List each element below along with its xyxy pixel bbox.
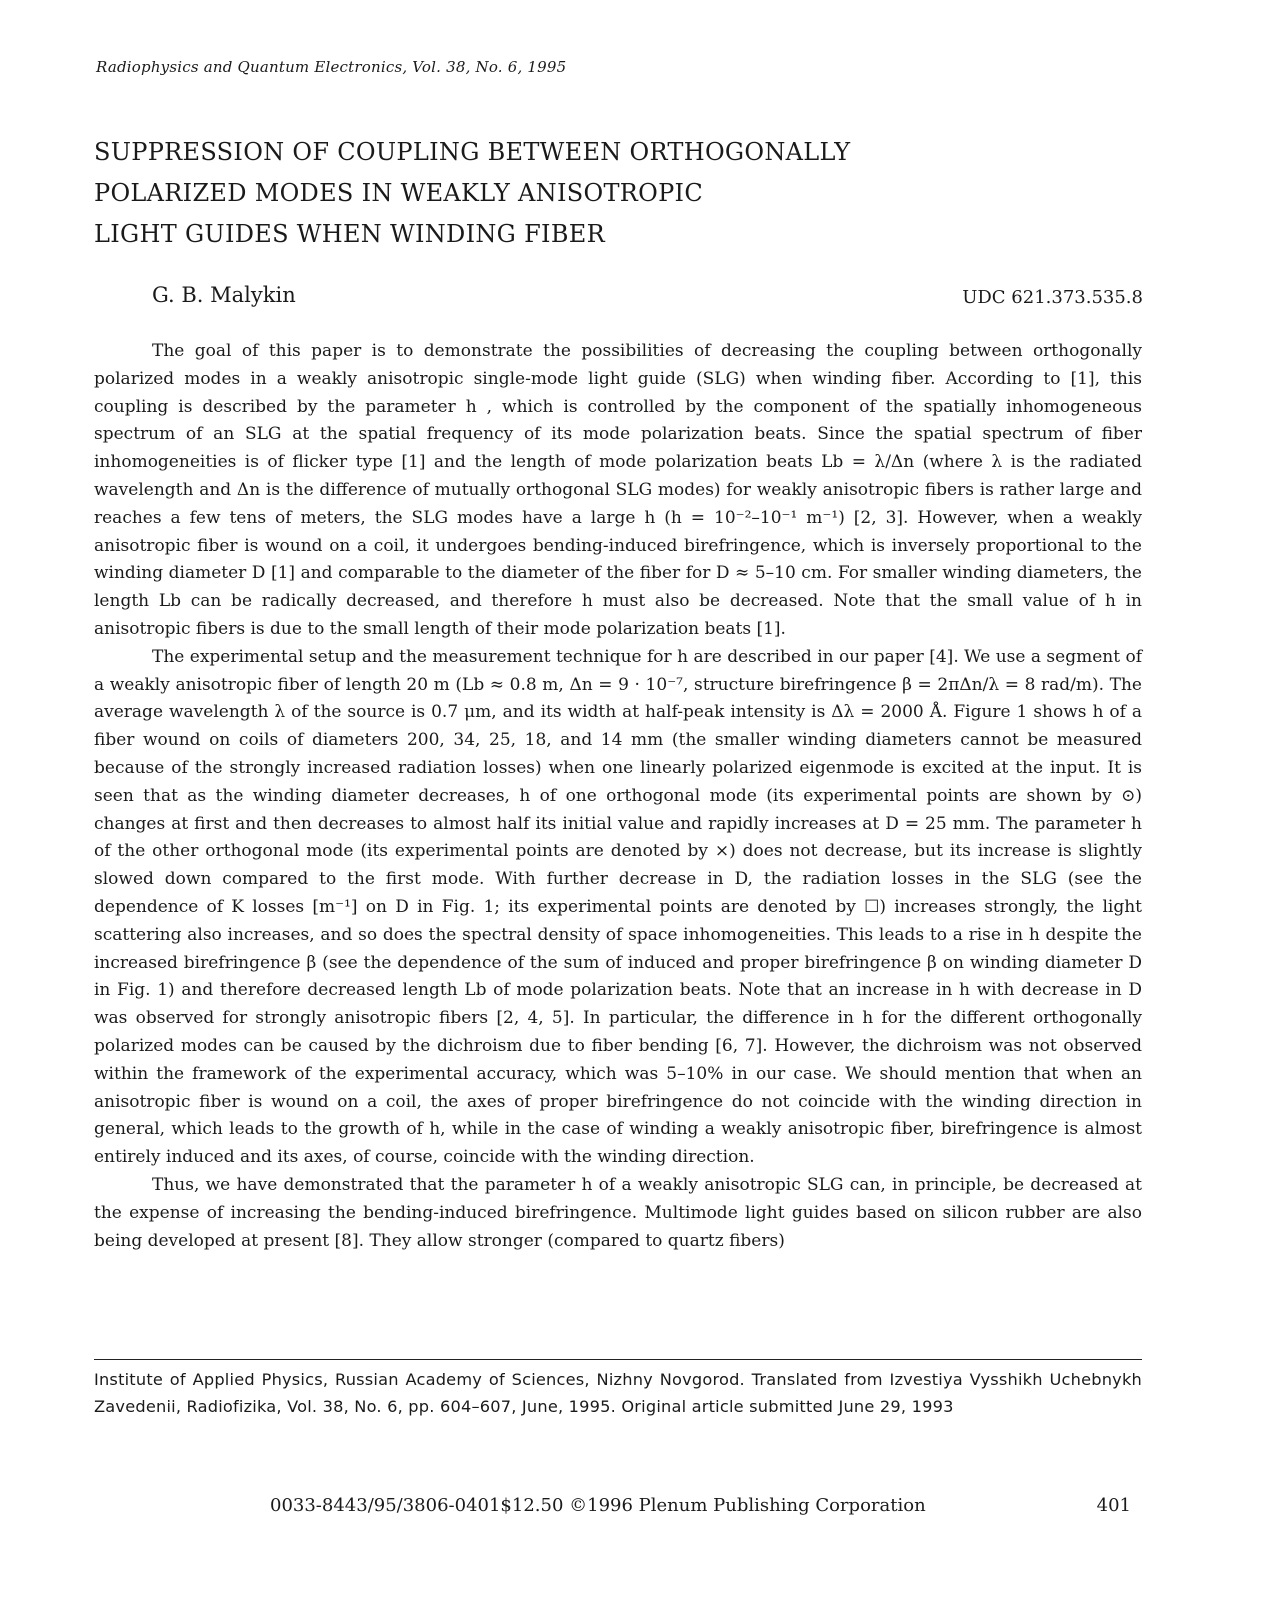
- body-paragraph: Thus, we have demonstrated that the parameter h of a weakly anisotropic SLG can, in principle, be decreased at the expense of increasing the bending-induced birefringence. Multimode light guides based on silicon rubber are also being developed at present [8]. They allow stronger (compared to quartz fibers): [94, 1174, 1142, 1251]
- body-paragraph: The experimental setup and the measurement technique for h are described in our paper [4]. We use a segment of a weakly anisotropic fiber of length 20 m (Lb ≈ 0.8 m, Δn = 9 · 10⁻⁷, structure birefringence β = 2πΔn/λ = 8 rad/m). The average wavelength λ of the source is 0.7 μm, and its width at half-peak intensity is Δλ = 2000 Å. Figure 1 shows h of a fiber wound on coils of diameters 200, 34, 25, 18, and 14 mm (the smaller winding diameters cannot be measured because of the strongly increased radiation losses) when one linearly polarized eigenmode is excited at the input. It is seen that as the winding diameter decreases, h of one orthogonal mode (its experimental points are shown by ⊙) changes at first and then decreases to almost half its initial value and rapidly increases at D = 25 mm. The parameter h of the other orthogonal mode (its experimental points are denoted by ×) does not decrease, but its increase is slightly slowed down compared to the first mode. With further decrease in D, the radiation losses in the SLG (see the dependence of K losses [m⁻¹] on D in Fig. 1; its experimental points are denoted by ☐) increases strongly, the light scattering also increases, and so does the spectral density of space inhomogeneities. This leads to a rise in h despite the increased birefringence β (see the dependence of the sum of induced and proper birefringence β on winding diameter D in Fig. 1) and therefore decreased length Lb of mode polarization beats. Note that an increase in h with decrease in D was observed for strongly anisotropic fibers [2, 4, 5]. In particular, the difference in h for the different orthogonally polarized modes can be caused by the dichroism due to fiber bending [6, 7]. However, the dichroism was not observed within the framework of the experimental accuracy, which was 5–10% in our case. We should mention that when an anisotropic fiber is wound on a coil, the axes of proper birefringence do not coincide with the winding direction in general, which leads to the growth of h, while in the case of winding a weakly anisotropic fiber, birefringence is almost entirely induced and its axes, of course, coincide with the winding direction.: [94, 646, 1142, 1168]
- udc-code: UDC 621.373.535.8: [962, 287, 1143, 308]
- body-paragraph: The goal of this paper is to demonstrate the possibilities of decreasing the coupling between orthogonally polarized modes in a weakly anisotropic single-mode light guide (SLG) when winding fiber. According to [1], this coupling is described by the parameter h , which is controlled by the component of the spatially inhomogeneous spectrum of an SLG at the spatial frequency of its mode polarization beats. Since the spatial spectrum of fiber inhomogeneities is of flicker type [1] and the length of mode polarization beats Lb = λ/Δn (where λ is the radiated wavelength and Δn is the difference of mutually orthogonal SLG modes) for weakly anisotropic fibers is rather large and reaches a few tens of meters, the SLG modes have a large h (h = 10⁻²–10⁻¹ m⁻¹) [2, 3]. However, when a weakly anisotropic fiber is wound on a coil, it undergoes bending-induced birefringence, which is inversely proportional to the winding diameter D [1] and comparable to the diameter of the fiber for D ≈ 5–10 cm. For smaller winding diameters, the length Lb can be radically decreased, and therefore h must also be decreased. Note that the small value of h in anisotropic fibers is due to the small length of their mode polarization beats [1].: [94, 341, 1142, 639]
- affiliation-footnote: [94, 1366, 1142, 1420]
- footnote-divider: [94, 1359, 1142, 1360]
- page-number: 401: [1096, 1495, 1131, 1516]
- title-line: POLARIZED MODES IN WEAKLY ANISOTROPIC: [94, 179, 704, 207]
- paper-body: [94, 338, 1142, 1255]
- copyright-line: 0033-8443/95/3806-0401$12.50 ©1996 Plenum Publishing Corporation: [270, 1495, 926, 1516]
- journal-header: Radiophysics and Quantum Electronics, Vol. 38, No. 6, 1995: [96, 58, 567, 76]
- author-name: G. B. Malykin: [152, 283, 296, 307]
- paper-title: [94, 132, 994, 255]
- title-line: LIGHT GUIDES WHEN WINDING FIBER: [94, 220, 605, 248]
- footnote-text: Institute of Applied Physics, Russian Academy of Sciences, Nizhny Novgorod. Translated from Izvestiya Vysshikh Uchebnykh Zavedenii, Radiofizika, Vol. 38, No. 6, pp. 604–607, June, 1995. Original article submitted June 29, 1993: [94, 1370, 1142, 1416]
- title-line: SUPPRESSION OF COUPLING BETWEEN ORTHOGONALLY: [94, 138, 851, 166]
